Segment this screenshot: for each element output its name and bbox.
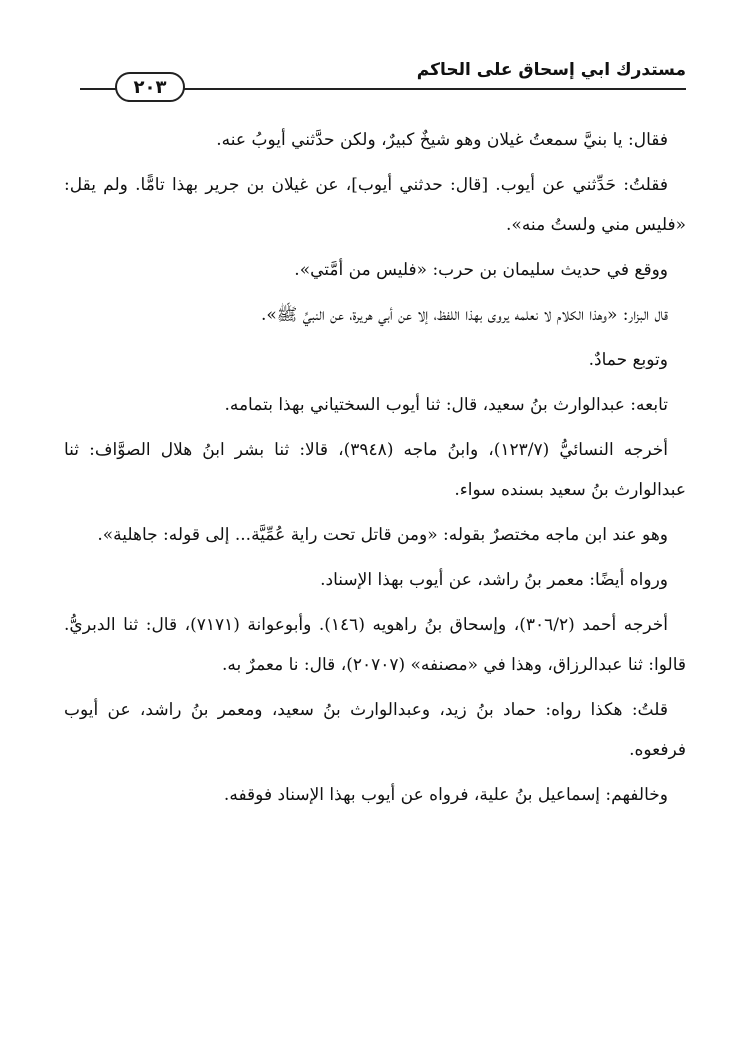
paragraph: قلتُ: هكذا رواه: حماد بنُ زيد، وعبدالوارث بنُ سعيد، ومعمر بنُ راشد، عن أيوب فرفعوه. xyxy=(64,700,686,760)
paragraph: أخرجه أحمد (٣٠٦/٢)، وإسحاق بنُ راهويه (١٤٦). وأبوعوانة (٧١٧١)، قال: ثنا الدبريُّ. قالوا: ثنا عبدالرزاق، وهذا في «مصنفه» (٢٠٧٠٧)، قال: نا معمرٌ به. xyxy=(64,615,686,675)
paragraph: قال البزار: «وهذا الكلام لا نعلمه يروى بهذا اللفظ، إلا عن أبي هريرة، عن النبيِّ ﷺ». xyxy=(261,305,668,325)
paragraph: أخرجه النسائيُّ (١٢٣/٧)، وابنُ ماجه (٣٩٤٨)، قالا: ثنا بشر ابنُ هلال الصوَّاف: ثنا عبدالوارث بنُ سعيد بسنده سواء. xyxy=(64,440,686,500)
running-title: مستدرك ابي إسحاق على الحاكم xyxy=(416,60,686,80)
paragraph: فقال: يا بنيَّ سمعتُ غيلان وهو شيخٌ كبيرٌ، ولكن حدَّثني أيوبُ عنه. xyxy=(216,130,668,150)
paragraph: ووقع في حديث سليمان بن حرب: «فليس من أمَّتي». xyxy=(294,260,668,280)
paragraph: تابعه: عبدالوارث بنُ سعيد، قال: ثنا أيوب السختياني بهذا بتمامه. xyxy=(224,395,668,415)
paragraph: فقلتُ: حَدِّثني عن أيوب. [قال: حدثني أيوب]، عن غيلان بن جرير بهذا تامًّا. ولم يقل: «فليس مني ولستُ منه». xyxy=(64,175,686,235)
paragraph: وهو عند ابن ماجه مختصرٌ بقوله: «ومن قاتل تحت راية عُمِّيَّة... إلى قوله: جاهلية». xyxy=(97,525,668,545)
page-number: ٢٠٣ xyxy=(115,72,185,102)
page-header xyxy=(80,60,686,100)
page-body xyxy=(64,120,686,820)
paragraph: وخالفهم: إسماعيل بنُ علية، فرواه عن أيوب بهذا الإسناد فوقفه. xyxy=(223,785,668,805)
paragraph: ورواه أيضًا: معمر بنُ راشد، عن أيوب بهذا الإسناد. xyxy=(320,570,668,590)
paragraph: وتوبع حمادٌ. xyxy=(588,350,668,370)
